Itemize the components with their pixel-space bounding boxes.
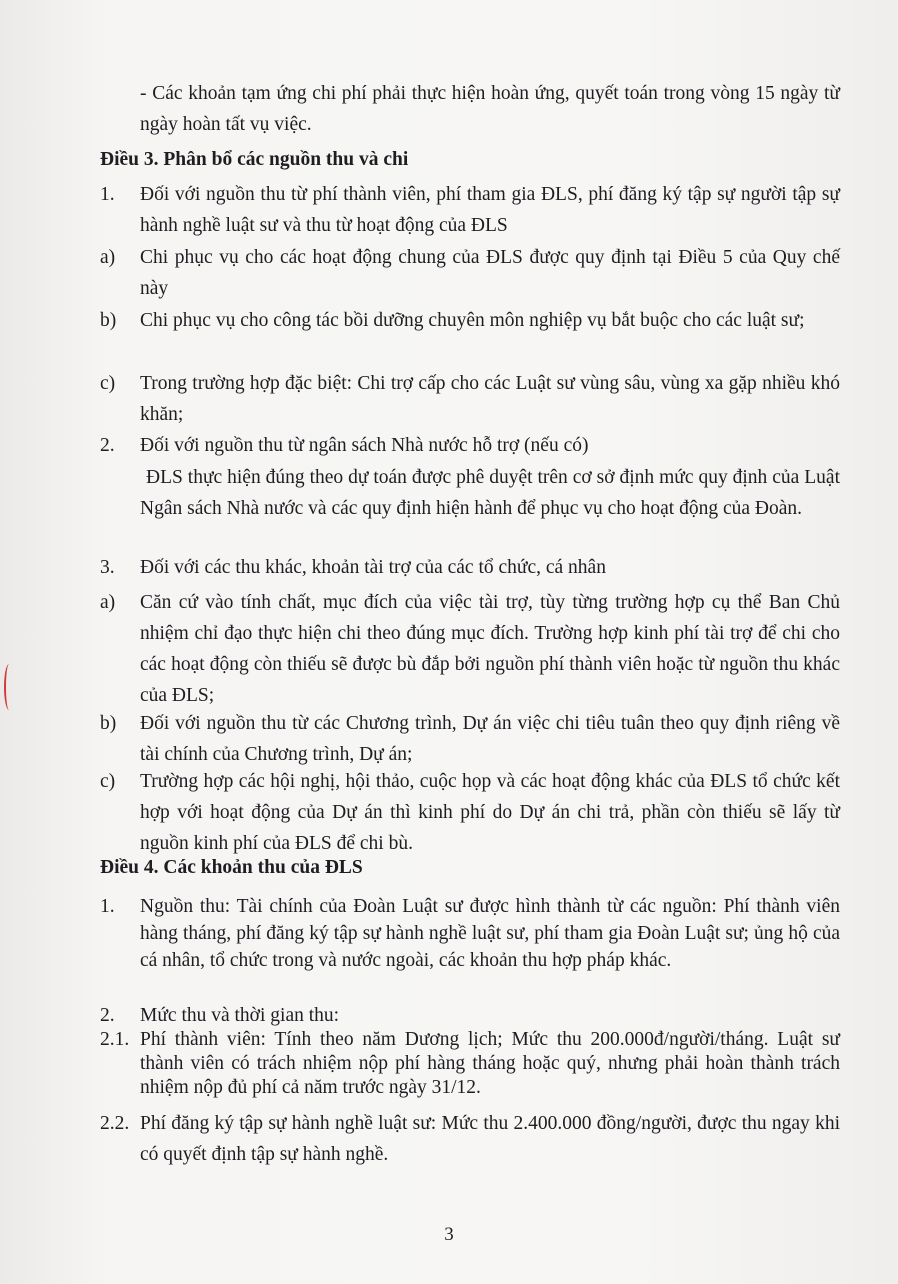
article-4-item-1: Nguồn thu: Tài chính của Đoàn Luật sư được hình thành từ các nguồn: Phí thành viên hàng tháng, phí đăng ký tập sự hành nghề luật sư, phí tham gia Đoàn Luật sư; ủng hộ của cá nhân, tổ chức trong và nước ngoài, các khoản thu hợp pháp khác. bbox=[140, 896, 840, 971]
item-number: 2.1. bbox=[100, 1029, 130, 1050]
item-letter: a) bbox=[100, 247, 116, 268]
article-3-item-3a: Căn cứ vào tính chất, mục đích của việc tài trợ, tùy từng trường hợp cụ thể Ban Chủ nhiệm chỉ đạo thực hiện chi theo đúng mục đích. Trường hợp kinh phí tài trợ để chi cho các hoạt động còn thiếu sẽ được bù đắp bởi nguồn phí thành viên hoặc từ nguồn thu khác của ĐLS; bbox=[140, 592, 840, 706]
page-number: 3 bbox=[444, 1224, 454, 1245]
article-4-item-2-2: Phí đăng ký tập sự hành nghề luật sư: Mức thu 2.400.000 đồng/người, được thu ngay khi có quyết định tập sự hành nghề. bbox=[140, 1113, 840, 1165]
article-3-item-1a: Chi phục vụ cho các hoạt động chung của ĐLS được quy định tại Điều 5 của Quy chế này bbox=[140, 247, 840, 299]
article-3-item-2: Đối với nguồn thu từ ngân sách Nhà nước hỗ trợ (nếu có) bbox=[140, 435, 589, 456]
item-number: 2. bbox=[100, 1005, 115, 1026]
article-3-item-1b: Chi phục vụ cho công tác bồi dưỡng chuyên môn nghiệp vụ bắt buộc cho các luật sư; bbox=[140, 310, 805, 331]
article-4-item-2-1: Phí thành viên: Tính theo năm Dương lịch; Mức thu 200.000đ/người/tháng. Luật sư thành viên có trách nhiệm nộp phí hàng tháng hoặc quý, nhưng phải hoàn thành trách nhiệm nộp đủ phí cả năm trước ngày 31/12. bbox=[140, 1029, 840, 1098]
item-number: 1. bbox=[100, 896, 115, 917]
item-letter: c) bbox=[100, 373, 116, 394]
item-letter: b) bbox=[100, 310, 117, 331]
article-3-item-1: Đối với nguồn thu từ phí thành viên, phí tham gia ĐLS, phí đăng ký tập sự người tập sự hành nghề luật sư và thu từ hoạt động của ĐLS bbox=[140, 184, 840, 236]
article-3-item-2-body: ĐLS thực hiện đúng theo dự toán được phê duyệt trên cơ sở định mức quy định của Luật Ngân sách Nhà nước và các quy định hiện hành để phục vụ cho hoạt động của Đoàn. bbox=[140, 467, 840, 519]
article-3-item-3c: Trường hợp các hội nghị, hội thảo, cuộc họp và các hoạt động khác của ĐLS tổ chức kết hợp với hoạt động của Dự án thì kinh phí do Dự án chi trả, phần còn thiếu sẽ lấy từ nguồn kinh phí của ĐLS để chi bù. bbox=[140, 771, 840, 854]
article-3-heading: Điều 3. Phân bổ các nguồn thu và chi bbox=[100, 149, 409, 170]
article-4-heading: Điều 4. Các khoản thu của ĐLS bbox=[100, 857, 363, 878]
item-letter: c) bbox=[100, 771, 116, 792]
item-number: 3. bbox=[100, 557, 115, 578]
article-3-item-1c: Trong trường hợp đặc biệt: Chi trợ cấp cho các Luật sư vùng sâu, vùng xa gặp nhiều khó khăn; bbox=[140, 373, 840, 425]
article-4-item-2: Mức thu và thời gian thu: bbox=[140, 1005, 340, 1026]
item-letter: b) bbox=[100, 713, 117, 734]
item-letter: a) bbox=[100, 592, 116, 613]
red-margin-mark bbox=[4, 664, 14, 710]
article-3-item-3b: Đối với nguồn thu từ các Chương trình, Dự án việc chi tiêu tuân theo quy định riêng về tài chính của Chương trình, Dự án; bbox=[140, 713, 840, 765]
item-number: 1. bbox=[100, 184, 115, 205]
item-number: 2. bbox=[100, 435, 115, 456]
intro-paragraph: - Các khoản tạm ứng chi phí phải thực hiện hoàn ứng, quyết toán trong vòng 15 ngày từ ngày hoàn tất vụ việc. bbox=[140, 83, 840, 135]
article-3-item-3: Đối với các thu khác, khoản tài trợ của các tổ chức, cá nhân bbox=[140, 557, 606, 578]
item-number: 2.2. bbox=[100, 1113, 130, 1134]
